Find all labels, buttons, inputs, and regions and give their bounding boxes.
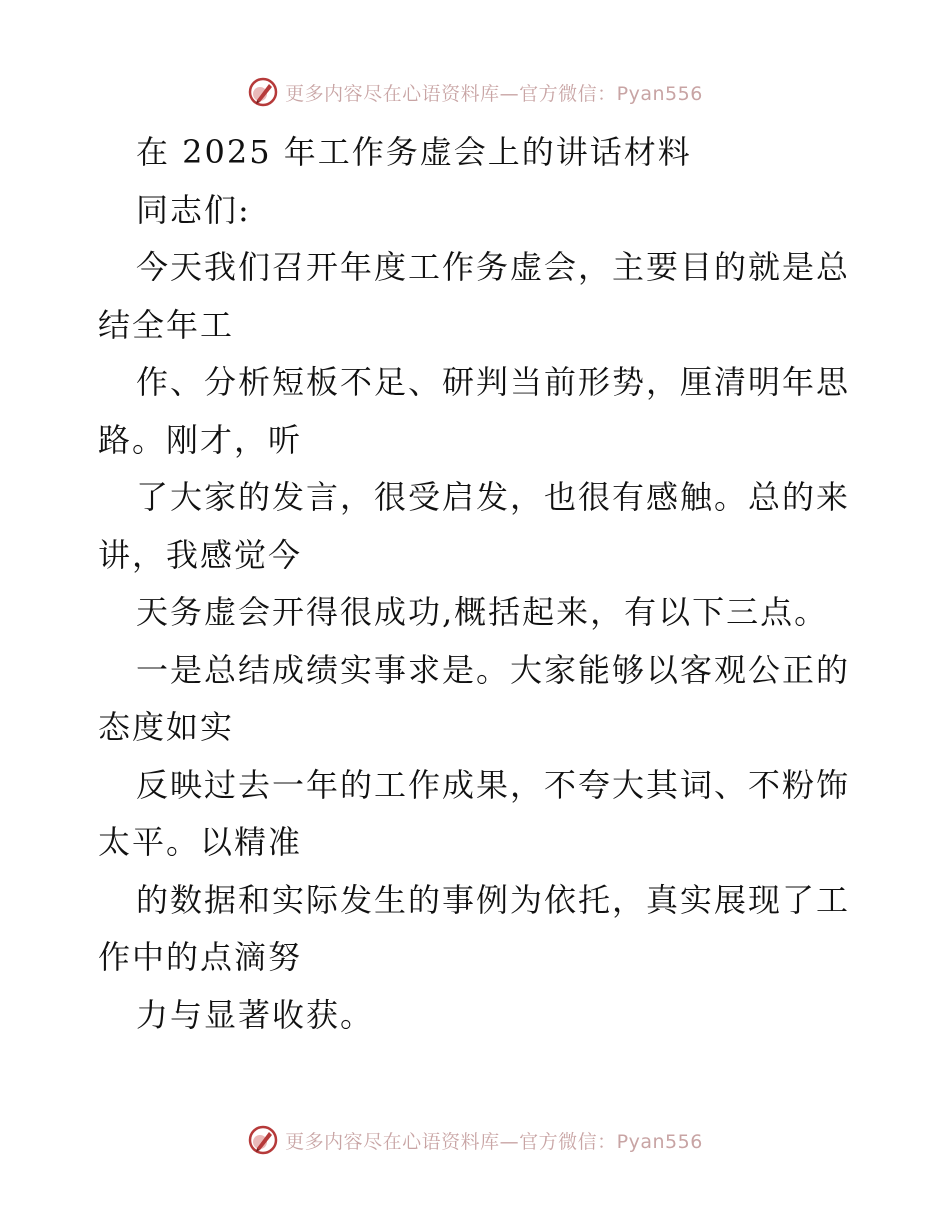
text-line: 今天我们召开年度工作务虚会，主要目的就是总 (136, 248, 851, 286)
text-line: 态度如实 (98, 708, 235, 746)
text-line: 作、分析短板不足、研判当前形势，厘清明年思 (136, 363, 851, 401)
watermark-group (247, 76, 703, 108)
text-line: 同志们: (136, 190, 251, 229)
text-line: 天务虚会开得很成功,概括起来，有以下三点。 (136, 593, 829, 631)
text-line: 反映过去一年的工作成果，不夸大其词、不粉饰 (136, 765, 851, 804)
text-line: 了大家的发言，很受启发，也很有感触。总的来 (136, 478, 851, 516)
text-line: 在 2025 年工作务虚会上的讲话材料 (136, 133, 692, 171)
text-line: 一是总结成绩实事求是。大家能够以客观公正的 (136, 650, 851, 689)
text-line: 讲，我感觉今 (98, 535, 303, 574)
text-line: 太平。以精准 (98, 823, 303, 861)
pen-logo-icon (247, 1124, 279, 1156)
text-line: 路。刚才，听 (98, 420, 303, 459)
watermark-text: 更多内容尽在心语资料库—官方微信：Pyan556 (285, 1130, 703, 1153)
text-line: 作中的点滴努 (98, 938, 303, 976)
header-watermark (0, 72, 950, 112)
text-line: 力与显著收获。 (136, 995, 375, 1034)
watermark-text: 更多内容尽在心语资料库—官方微信：Pyan556 (285, 82, 703, 105)
text-line: 的数据和实际发生的事例为依托，真实展现了工 (136, 880, 851, 919)
footer-watermark (0, 1120, 950, 1160)
pen-logo-icon (247, 76, 279, 108)
text-line: 结全年工 (98, 305, 235, 344)
watermark-group (247, 1124, 703, 1156)
document-body (98, 124, 858, 1044)
